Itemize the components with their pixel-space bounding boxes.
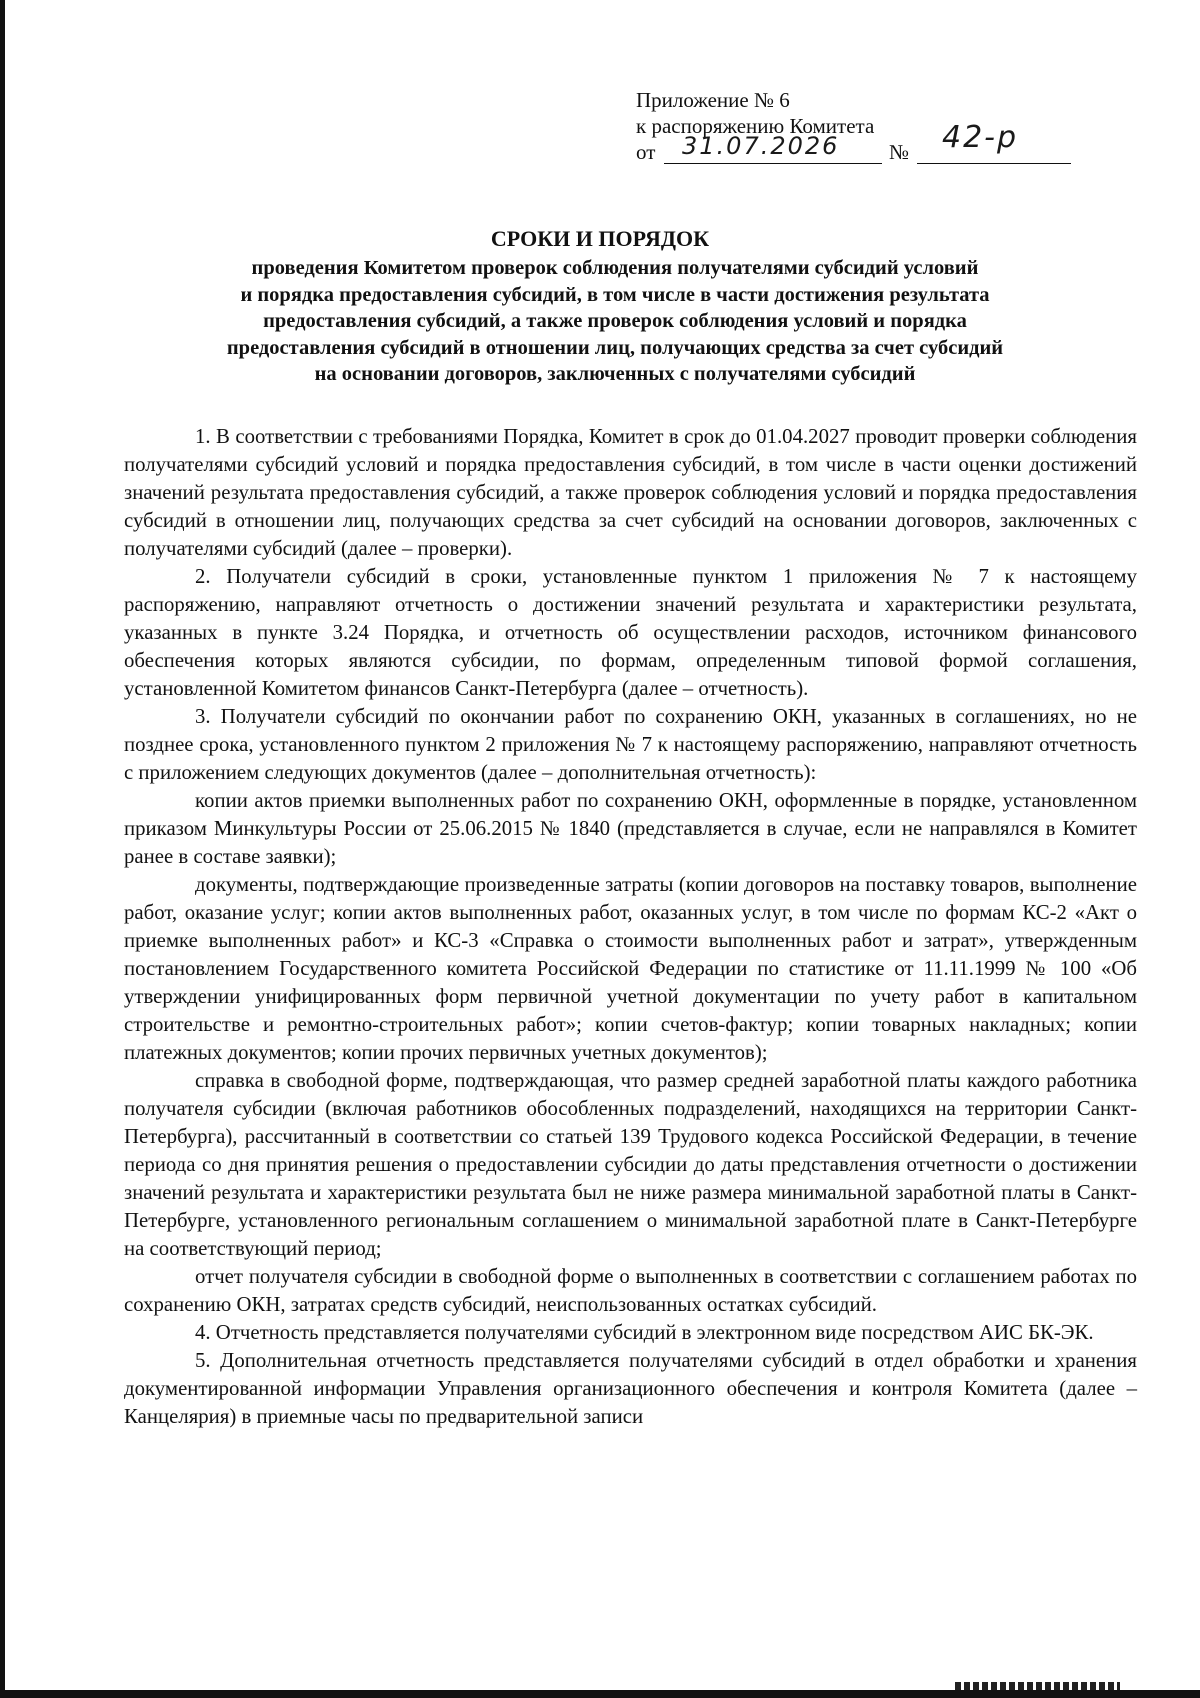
paragraph-2: 2. Получатели субсидий в сроки, установленные пунктом 1 приложения № 7 к настоящему распоряжению, направляют отчетность о достижении значений результата и характеристики результата, указанных в пункте 3.24 Порядка, и отчетность об осуществлении расходов, источником финансового обеспечения которых являются субсидии, по формам, определенным типовой формой соглашения, установленной Комитетом финансов Санкт-Петербурга (далее – отчетность).	[124, 565, 1137, 700]
subtitle-line: предоставления субсидий, а также проверок соблюдения условий и порядка	[263, 310, 967, 332]
paragraph-3: 3. Получатели субсидий по окончании работ по сохранению ОКН, указанных в соглашениях, но не позднее срока, установленного пунктом 2 приложения № 7 к настоящему распоряжению, направляют отчетность с приложением следующих документов (далее – дополнительная отчетность):	[124, 705, 1137, 784]
date-underline	[664, 163, 882, 164]
appendix-number: Приложение № 6	[636, 88, 790, 112]
appendix-header	[636, 87, 1019, 169]
from-label: от	[636, 140, 656, 164]
number-label: №	[889, 140, 910, 164]
subtitle-line: проведения Комитетом проверок соблюдения получателями субсидий условий	[251, 257, 979, 279]
paragraph-5: 5. Дополнительная отчетность представляется получателями субсидий в отдел обработки и хранения документированной информации Управления организационного обеспечения и контроля Комитета (далее – Канцелярия) в приемные часы по предварительной записи	[124, 1349, 1137, 1428]
subtitle-line: предоставления субсидий в отношении лиц, получающих средства за счет субсидий	[226, 336, 1004, 359]
appendix-reference: к распоряжению Комитета	[636, 114, 875, 138]
paragraph-4: 4. Отчетность представляется получателями субсидий в электронном виде посредством АИС БК-ЭК.	[195, 1321, 1094, 1344]
paragraph-1: 1. В соответствии с требованиями Порядка, Комитет в срок до 01.04.2027 проводит проверки соблюдения получателями субсидий условий и порядка предоставления субсидий, в том числе в части оценки достижений значений результата предоставления субсидий, а также проверок соблюдения условий и порядка предоставления субсидий в отношении лиц, получающих средства за счет субсидий на основании договоров, заключенных с получателями субсидий (далее – проверки).	[124, 425, 1137, 560]
handwritten-date: 31.07.2026	[682, 132, 840, 160]
handwritten-number: 42-р	[942, 120, 1019, 155]
paragraph-3-item-salary: справка в свободной форме, подтверждающая, что размер средней заработной платы каждого работника получателя субсидии (включая работников обособленных подразделений, находящихся на территории Санкт-Петербурга), рассчитанный в соответствии со статьей 139 Трудового кодекса Российской Федерации, в течение периода со дня принятия решения о предоставлении субсидии до даты представления отчетности о достижении значений результата и характеристики результата был не ниже размера минимальной заработной платы в Санкт-Петербурге, установленного региональным соглашением о минимальной заработной плате в Санкт-Петербурге на соответствующий период;	[124, 1069, 1137, 1260]
document-subtitle	[150, 255, 1080, 388]
paragraph-3-item-expenses: документы, подтверждающие произведенные затраты (копии договоров на поставку товаров, выполнение работ, оказание услуг; копии актов выполненных работ, оказанных услуг, в том числе по формам КС-2 «Акт о приемке выполненных работ» и КС-3 «Справка о стоимости выполненных работ и затрат», утвержденным постановлением Государственного комитета Российской Федерации по статистике от 11.11.1999 № 100 «Об утверждении унифицированных форм первичной учетной документации по учету работ в капитальном строительстве и ремонтно-строительных работ»; копии счетов-фактур; копии товарных накладных; копии платежных документов; копии прочих первичных учетных документов);	[124, 873, 1137, 1064]
number-underline	[917, 163, 1071, 164]
document-body	[124, 423, 1137, 1431]
subtitle-line: и порядка предоставления субсидий, в том числе в части достижения результата	[240, 283, 990, 306]
paragraph-3-item-acts: копии актов приемки выполненных работ по сохранению ОКН, оформленные в порядке, установленном приказом Минкультуры России от 25.06.2015 № 1840 (представляется в случае, если не направлялся в Комитет ранее в составе заявки);	[124, 789, 1137, 868]
document-title: СРОКИ И ПОРЯДОК	[490, 226, 710, 251]
scan-bottom-border	[0, 1690, 1200, 1698]
subtitle-line: на основании договоров, заключенных с получателями субсидий	[314, 363, 916, 385]
scan-left-border	[0, 0, 5, 1698]
paragraph-3-item-report: отчет получателя субсидии в свободной форме о выполненных в соответствии с соглашением работах по сохранению ОКН, затратах средств субсидий, неиспользованных остатках субсидий.	[124, 1265, 1137, 1316]
scan-edge-mark	[955, 1682, 1120, 1690]
